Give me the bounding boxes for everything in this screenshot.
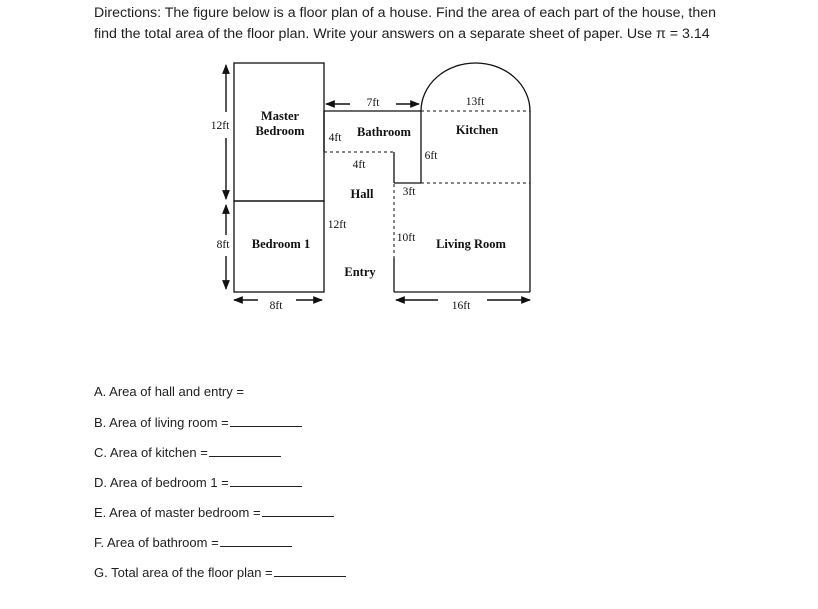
dim-kitchen-height: 6ft — [424, 150, 438, 162]
dim-kitchen-width: 13ft — [465, 96, 485, 108]
question-b — [94, 414, 302, 430]
living-room-label: Living Room — [436, 237, 506, 251]
directions-text: Directions: The figure below is a floor plan of a house. Find the area of each part of the house, then find the total area of the floor plan. Write your answers on a separate sheet of paper. Use π = 3.14 — [94, 5, 717, 42]
question-d-label: D. Area of bedroom 1 = — [94, 475, 229, 490]
question-c-label: C. Area of kitchen = — [94, 445, 208, 460]
question-b-label: B. Area of living room = — [94, 415, 229, 430]
question-d — [94, 474, 302, 490]
question-a-label: A. Area of hall and entry = — [94, 384, 244, 399]
master-bedroom-label-line2: Bedroom — [255, 124, 305, 138]
dim-hall-width: 4ft — [352, 159, 366, 171]
answer-blank-e[interactable] — [262, 504, 334, 517]
question-a — [94, 384, 244, 399]
question-f-label: F. Area of bathroom = — [94, 535, 219, 550]
entry-label: Entry — [344, 265, 376, 279]
bedroom1-label: Bedroom 1 — [251, 237, 311, 251]
answer-blank-g[interactable] — [274, 564, 346, 577]
dim-bathroom-width: 7ft — [366, 97, 380, 109]
dim-bedroom1-width: 8ft — [269, 300, 283, 312]
answer-blank-c[interactable] — [209, 444, 281, 457]
walls — [234, 63, 530, 292]
dim-entry-height: 12ft — [327, 219, 347, 231]
question-g-label: G. Total area of the floor plan = — [94, 565, 273, 580]
dim-living-height: 10ft — [396, 232, 416, 244]
answer-blank-b[interactable] — [230, 414, 302, 427]
question-g — [94, 564, 346, 580]
question-e — [94, 504, 334, 520]
answer-blank-d[interactable] — [230, 474, 302, 487]
question-e-label: E. Area of master bedroom = — [94, 505, 261, 520]
dim-master-height: 12ft — [210, 120, 230, 132]
hall-label: Hall — [350, 187, 374, 201]
kitchen-label: Kitchen — [455, 123, 499, 137]
question-f — [94, 534, 292, 550]
bathroom-label: Bathroom — [357, 125, 411, 139]
question-c — [94, 444, 281, 460]
dim-hall-step: 3ft — [402, 186, 416, 198]
master-bedroom-label-line1: Master — [260, 109, 300, 123]
answer-blank-f[interactable] — [220, 534, 292, 547]
dim-bedroom1-height: 8ft — [216, 239, 230, 251]
dim-bathroom-height: 4ft — [328, 132, 342, 144]
dim-living-width: 16ft — [451, 300, 471, 312]
